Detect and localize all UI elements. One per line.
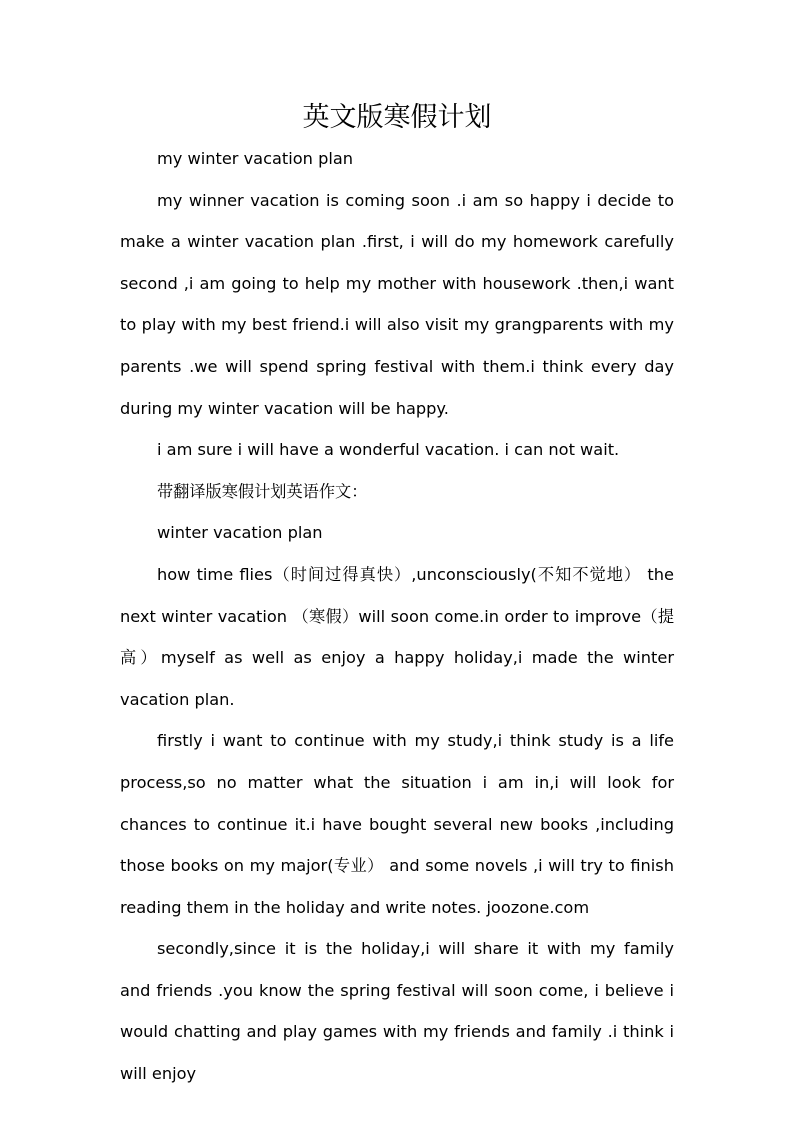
paragraph: firstly i want to continue with my study,i think study is a life process,so no matter what the situation i am in,i will look for chances to continue it.i have bought several new books ,including those books on my major(专业） and some novels ,i will try to finish reading them in the holiday and write notes. joozone.com — [120, 731, 674, 917]
paragraph: my winner vacation is coming soon .i am so happy i decide to make a winter vacation plan .first, i will do my homework carefully second ,i am going to help my mother with housework .then,i want to play with my best friend.i will also visit my grangparents with my parents .we will spend spring festival with them.i think every day during my winter vacation will be happy. — [120, 190, 674, 418]
paragraph-heading-1: my winter vacation plan — [157, 149, 354, 168]
paragraph: secondly,since it is the holiday,i will share it with my family and friends .you know the spring festival will soon come, i believe i would chatting and play games with my friends and family .i think i will enjoy — [120, 939, 674, 1084]
paragraph: how time flies（时间过得真快）,unconsciously(不知不觉地） the next winter vacation （寒假）will soon come.in order to improve（提高）myself as well as enjoy a happy holiday,i made the winter vacation plan. — [120, 564, 674, 709]
paragraph-heading-2: winter vacation plan — [157, 523, 323, 543]
paragraph-section-heading: 带翻译版寒假计划英语作文： — [157, 481, 368, 501]
document-body — [120, 138, 674, 1095]
document-title: 英文版寒假计划 — [302, 102, 492, 133]
paragraph: i am sure i will have a wonderful vacation. i can not wait. — [157, 440, 620, 460]
